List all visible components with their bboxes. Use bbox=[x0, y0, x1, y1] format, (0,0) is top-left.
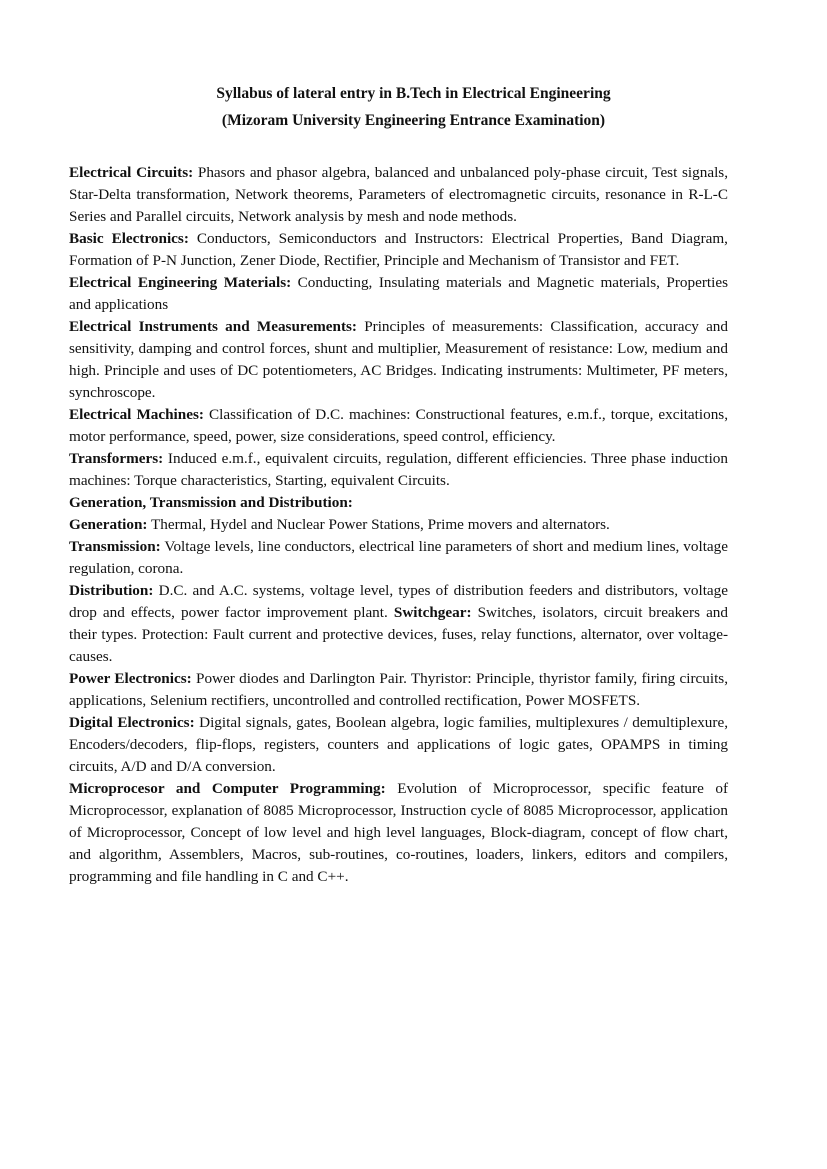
section-label: Basic Electronics: bbox=[69, 230, 189, 247]
section-text: Induced e.m.f., equivalent circuits, regulation, different efficiencies. Three phase induction machines: Torque characteristics, Starting, equivalent Circuits. bbox=[69, 450, 728, 489]
section-text: Digital signals, gates, Boolean algebra, logic families, multiplexures / demultiplexure, Encoders/decoders, flip-flops, registers, counters and applications of logic gates, OPAMPS in timing circuits, A/D and D/A conversion. bbox=[69, 714, 728, 775]
section-text: Evolution of Microprocessor, specific feature of Microprocessor, explanation of 8085 Microprocessor, Instruction cycle of 8085 Microprocessor, application of Microprocessor, Concept of low level and high level languages, Block-diagram, concept of flow chart, and algorithm, Assemblers, Macros, sub-routines, co-routines, loaders, linkers, editors and compilers, programming and file handling in C and C++. bbox=[69, 780, 729, 885]
document-title bbox=[0, 80, 827, 134]
section-label: Transformers: bbox=[69, 450, 164, 467]
section-label: Microprocesor and Computer Programming: bbox=[69, 780, 386, 797]
section-text: Switches, isolators, circuit breakers and their types. Protection: Fault current and protective devices, fuses, relay functions, alternator, over voltage-causes. bbox=[69, 604, 728, 665]
section-text: Voltage levels, line conductors, electrical line parameters of short and medium lines, voltage regulation, corona. bbox=[69, 538, 728, 577]
section-basic-electronics bbox=[69, 228, 728, 272]
section-label-switchgear: Switchgear: bbox=[393, 604, 472, 621]
section-label: Electrical Instruments and Measurements: bbox=[69, 318, 357, 335]
section-text: D.C. and A.C. systems, voltage level, types of distribution feeders and distributors, voltage drop and effects, power factor improvement plant. bbox=[69, 582, 728, 621]
section-text: Phasors and phasor algebra, balanced and unbalanced poly-phase circuit, Test signals, Star-Delta transformation, Network theorems, Parameters of electromagnetic circuits, resonance in R-L-C Series and Parallel circuits, Network analysis by mesh and node methods. bbox=[69, 164, 728, 225]
section-label: Power Electronics: bbox=[69, 670, 192, 687]
section-transmission bbox=[69, 536, 728, 580]
section-heading: Generation, Transmission and Distribution: bbox=[69, 494, 353, 511]
title-line-2: (Mizoram University Engineering Entrance Examination) bbox=[221, 112, 606, 129]
section-label: Transmission: bbox=[69, 538, 161, 555]
section-text: Conducting, Insulating materials and Magnetic materials, Properties and applications bbox=[69, 274, 728, 313]
section-text: Power diodes and Darlington Pair. Thyristor: Principle, thyristor family, firing circuits, applications, Selenium rectifiers, uncontrolled and controlled rectification, Power MOSFETS. bbox=[69, 670, 728, 709]
section-generation bbox=[69, 514, 728, 536]
section-electrical-instruments bbox=[69, 316, 728, 404]
section-electrical-circuits bbox=[69, 162, 728, 228]
section-text: Classification of D.C. machines: Constructional features, e.m.f., torque, excitations, motor performance, speed, power, size considerations, speed control, efficiency. bbox=[69, 406, 728, 445]
section-microprocessor bbox=[69, 778, 728, 888]
section-digital-electronics bbox=[69, 712, 728, 778]
section-label: Generation: bbox=[69, 516, 148, 533]
section-power-electronics bbox=[69, 668, 728, 712]
title-line-1: Syllabus of lateral entry in B.Tech in Electrical Engineering bbox=[216, 85, 611, 102]
section-label: Electrical Machines: bbox=[69, 406, 204, 423]
section-transformers bbox=[69, 448, 728, 492]
section-label: Digital Electronics: bbox=[69, 714, 195, 731]
section-label: Distribution: bbox=[69, 582, 154, 599]
section-text: Principles of measurements: Classification, accuracy and sensitivity, damping and control forces, shunt and multiplier, Measurement of resistance: Low, medium and high. Principle and uses of DC potentiometers, AC Bridges. Indicating instruments: Multimeter, PF meters, synchroscope. bbox=[69, 318, 728, 401]
section-electrical-machines bbox=[69, 404, 728, 448]
section-label: Electrical Circuits: bbox=[69, 164, 194, 181]
section-text: Conductors, Semiconductors and Instructors: Electrical Properties, Band Diagram, Formation of P-N Junction, Zener Diode, Rectifier, Principle and Mechanism of Transistor and FET. bbox=[69, 230, 728, 269]
section-label: Electrical Engineering Materials: bbox=[69, 274, 292, 291]
syllabus-body bbox=[69, 162, 728, 888]
section-electrical-engineering-materials bbox=[69, 272, 728, 316]
section-generation-transmission-distribution bbox=[69, 492, 728, 514]
section-distribution bbox=[69, 580, 728, 668]
section-text: Thermal, Hydel and Nuclear Power Stations, Prime movers and alternators. bbox=[147, 516, 610, 533]
